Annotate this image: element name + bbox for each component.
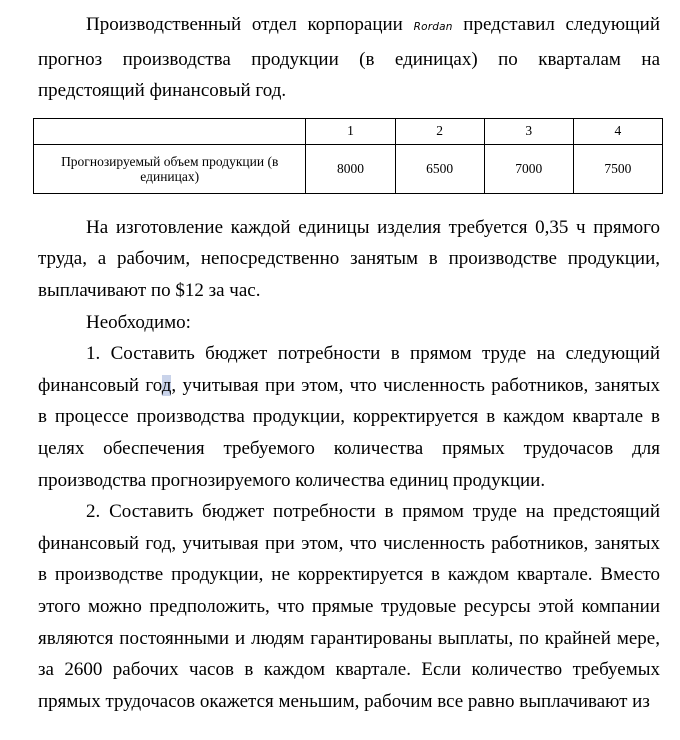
task-1-text-start: 1. Составить бюджет потребности в прямом труде на следующий финансовый го [38,343,660,396]
document-page [38,0,660,717]
intro-paragraph [38,0,660,107]
header-quarter-4: 4 [573,118,662,144]
header-quarter-1: 1 [306,118,395,144]
table-header-row [34,118,663,144]
table-row [34,144,663,193]
header-quarter-3: 3 [484,118,573,144]
value-quarter-4: 7500 [573,144,662,193]
value-quarter-3: 7000 [484,144,573,193]
value-quarter-1: 8000 [306,144,395,193]
header-empty-cell [34,118,306,144]
intro-text-end: представил следующий прогноз производства продукции (в единицах) по кварталам на предстоящий финансовый год. [38,14,660,102]
labor-rate-paragraph: На изготовление каждой единицы изделия требуется 0,35 ч прямого труда, а рабочим, непосредственно занятым в производстве продукции, выплачивают по $12 за час. [38,216,660,301]
value-quarter-2: 6500 [395,144,484,193]
task-2-paragraph: 2. Составить бюджет потребности в прямом труде на предстоящий финансовый год, учитывая при этом, что численность работников, занятых в производстве продукции, не корректируется в каждом квартале. Вместо этого можно предположить, что прямые трудовые ресурсы этой компании являются постоянными и людям гарантированы выплаты, по крайней мере, за 2600 рабочих часов в каждом квартале. Если количество требуемых прямых трудочасов окажется меньшим, рабочим все равно выплачивают из [38,501,660,712]
task-1-text-end: , учитывая при этом, что численность работников, занятых в процессе производства продукции, корректируется в каждом квартале в целях обеспечения требуемого количества прямых трудочасов для производства прогнозируемого количества единиц продукции. [38,374,661,491]
production-forecast-table [33,118,663,194]
text-cursor-highlight[interactable]: д [161,374,172,396]
header-quarter-2: 2 [395,118,484,144]
row-label: Прогнозируемый объем продукции (в единицах) [34,144,306,193]
requirement-heading: Необходимо: [86,311,191,333]
task-1-paragraph [38,338,660,496]
intro-text-start: Производственный отдел корпорации [86,14,414,35]
company-name: Rordan [413,21,453,33]
